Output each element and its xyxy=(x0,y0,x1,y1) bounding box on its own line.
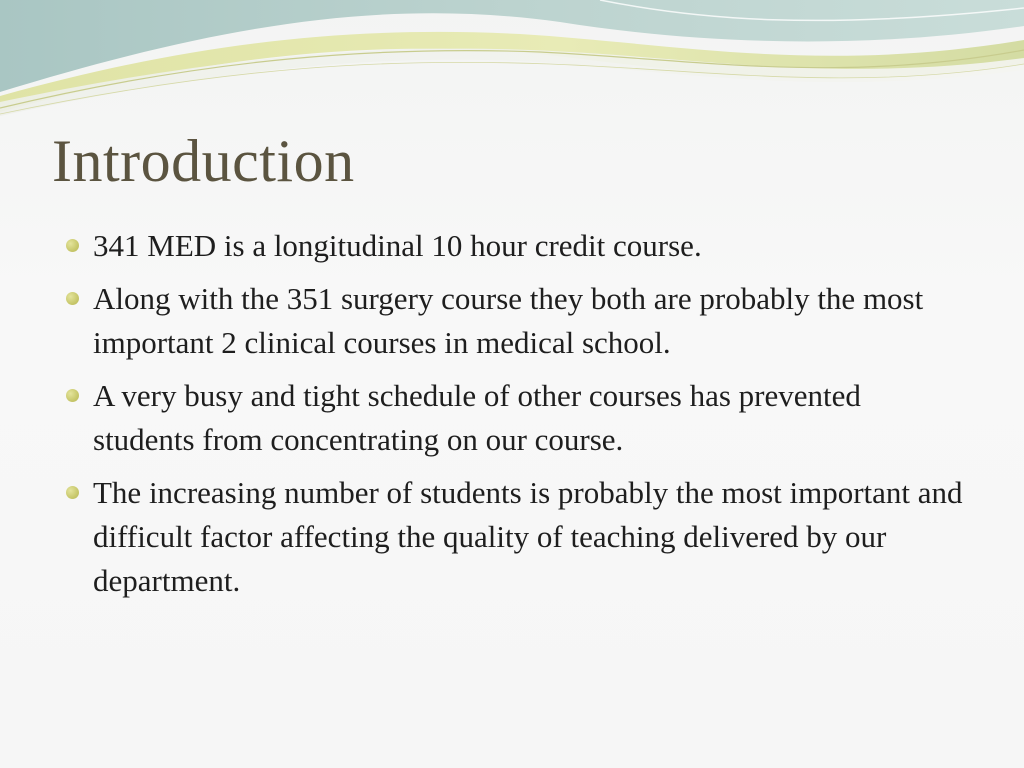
bullet-dot-icon xyxy=(66,486,79,499)
header-wave-decoration xyxy=(0,0,1024,130)
bullet-item xyxy=(66,277,966,365)
bullet-list xyxy=(66,224,966,612)
bullet-text: 341 MED is a longitudinal 10 hour credit course. xyxy=(93,228,702,263)
bullet-item xyxy=(66,224,966,268)
bullet-text: Along with the 351 surgery course they both are probably the most important 2 clinical courses in medical school. xyxy=(93,281,924,360)
bullet-item xyxy=(66,374,966,462)
bullet-text: The increasing number of students is probably the most important and difficult factor affecting the quality of teaching delivered by our department. xyxy=(93,475,963,598)
bullet-dot-icon xyxy=(66,292,79,305)
bullet-item xyxy=(66,471,966,603)
bullet-dot-icon xyxy=(66,239,79,252)
bullet-text: A very busy and tight schedule of other courses has prevented students from concentrating on our course. xyxy=(93,378,861,457)
slide-title: Introduction xyxy=(52,128,355,194)
bullet-dot-icon xyxy=(66,389,79,402)
